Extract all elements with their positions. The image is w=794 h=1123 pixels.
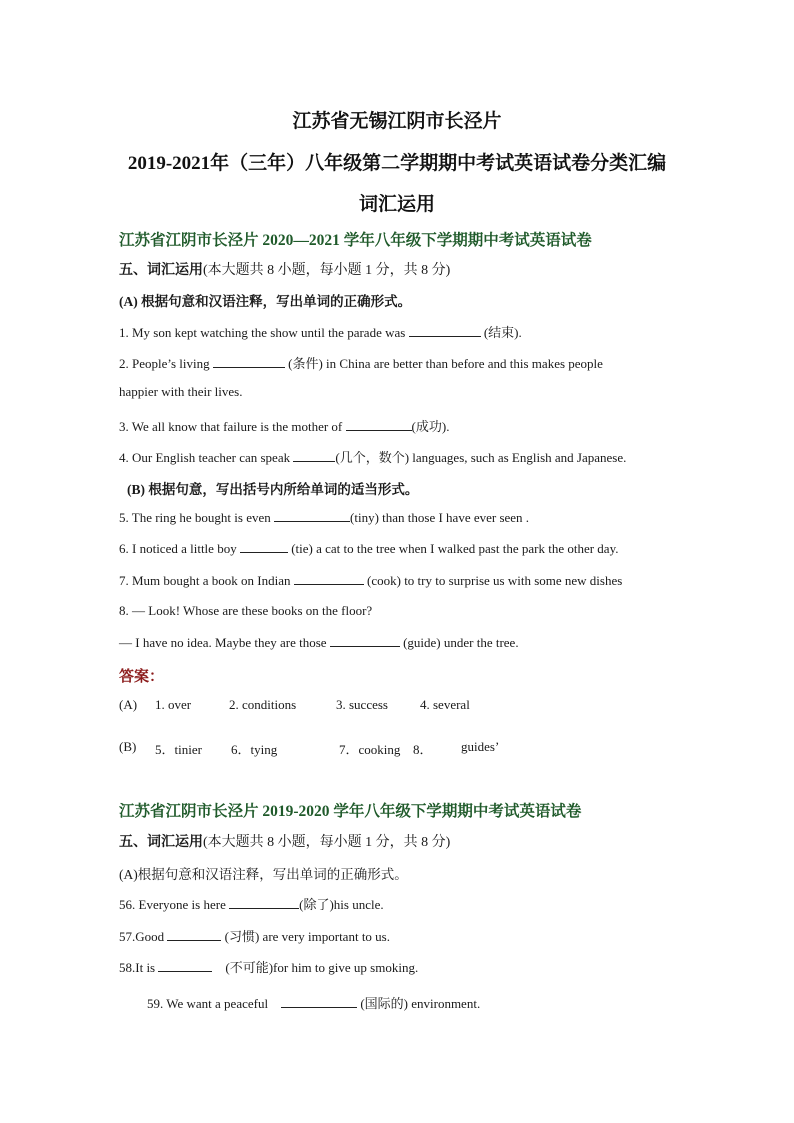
answer-blank — [229, 896, 299, 909]
answer-blank — [274, 509, 350, 522]
question-58: 58.It is (不可能)for him to give up smoking. — [119, 960, 419, 975]
answer-label: 答案： — [119, 669, 165, 685]
answer-7: 7．cooking — [339, 742, 401, 757]
question-2-cont: happier with their lives. — [119, 384, 243, 399]
question-5: 5. The ring he bought is even (tiny) than those I have ever seen . — [119, 510, 530, 525]
answer-blank — [158, 959, 212, 972]
answer-blank — [409, 324, 481, 337]
section1-subB: (B) 根据句意，写出括号内所给单词的适当形式。 — [127, 482, 419, 497]
question-7: 7. Mum bought a book on Indian (cook) to try to surprise us with some new dishes — [119, 573, 623, 588]
answer-blank — [281, 995, 357, 1008]
doc-title-region: 江苏省无锡江阴市长泾片 — [292, 111, 502, 132]
answer-a-label: (A) — [119, 697, 138, 712]
section1-subA: (A) 根据句意和汉语注释，写出单词的正确形式。 — [119, 294, 412, 309]
answer-blank — [330, 634, 400, 647]
section1-heading: 江苏省江阴市长泾片 2020—2021 学年八年级下学期期中考试英语试卷 — [119, 232, 592, 249]
part-note: (本大题共 8 小题，每小题 1 分，共 8 分) — [203, 835, 451, 850]
section2-part-title — [119, 831, 450, 851]
answer-4: 4. several — [420, 697, 470, 712]
answer-2: 2. conditions — [229, 697, 297, 712]
section2-subA: (A)根据句意和汉语注释，写出单词的正确形式。 — [119, 867, 408, 882]
question-56: 56. Everyone is here (除了)his uncle. — [119, 897, 384, 912]
question-6: 6. I noticed a little boy (tie) a cat to the tree when I walked past the park the other day. — [119, 541, 619, 556]
answer-8: guides’ — [461, 739, 500, 754]
answer-blank — [167, 928, 221, 941]
part-title: 五、词汇运用 — [119, 835, 203, 850]
question-57: 57.Good (习惯) are very important to us. — [119, 929, 390, 944]
answer-8-number: 8． — [413, 742, 433, 757]
doc-title-main: 2019-2021年（三年）八年级第二学期期中考试英语试卷分类汇编 — [127, 153, 667, 174]
question-59: 59. We want a peaceful (国际的) environment. — [147, 996, 481, 1011]
part-note: (本大题共 8 小题，每小题 1 分，共 8 分) — [203, 263, 451, 278]
answer-b-label: (B) — [119, 739, 137, 754]
question-1: 1. My son kept watching the show until the parade was (结束). — [119, 325, 522, 340]
part-title: 五、词汇运用 — [119, 263, 203, 278]
question-3: 3. We all know that failure is the mother of (成功). — [119, 419, 450, 434]
answer-3: 3. success — [336, 697, 388, 712]
question-4: 4. Our English teacher can speak (几个，数个) languages, such as English and Japanese. — [119, 450, 627, 465]
question-8-reply: — I have no idea. Maybe they are those (guide) under the tree. — [119, 635, 519, 650]
doc-title-topic: 词汇运用 — [358, 194, 435, 215]
answer-1: 1. over — [155, 697, 192, 712]
answer-blank — [213, 355, 285, 368]
answer-blank — [293, 449, 335, 462]
answer-6: 6．tying — [231, 742, 278, 757]
question-2: 2. People’s living (条件) in China are better than before and this makes people — [119, 356, 603, 371]
answer-blank — [346, 418, 412, 431]
answer-blank — [240, 540, 288, 553]
answer-blank — [294, 572, 364, 585]
answer-5: 5．tinier — [155, 742, 202, 757]
question-8: 8. — Look! Whose are these books on the floor? — [119, 603, 373, 618]
section2-heading: 江苏省江阴市长泾片 2019-2020 学年八年级下学期期中考试英语试卷 — [119, 803, 582, 820]
section1-part-title — [119, 259, 450, 279]
